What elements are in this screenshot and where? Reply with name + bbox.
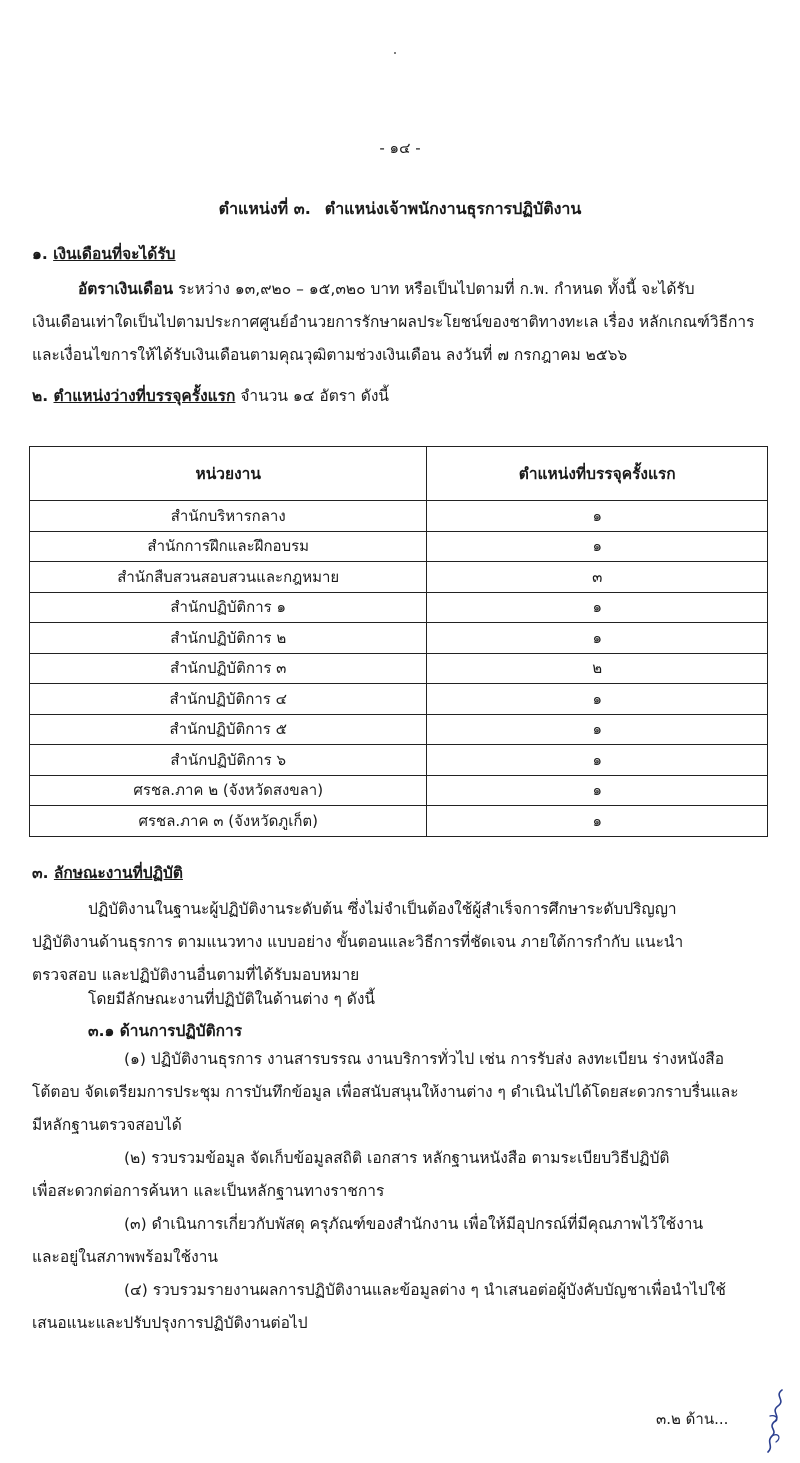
cell-unit: สำนักปฏิบัติการ ๑	[30, 592, 427, 623]
cell-unit: ศรชล.ภาค ๓ (จังหวัดภูเก็ต)	[30, 806, 427, 837]
cell-count: ๑	[427, 714, 768, 745]
section3-intro-line-3: ตรวจสอบ และปฏิบัติงานอื่นตามที่ได้รับมอบหมาย	[32, 966, 360, 984]
continued-reference: ๓.๒ ด้าน...	[656, 1410, 729, 1428]
position-title	[0, 197, 800, 222]
section1-body	[32, 273, 772, 372]
table-row	[30, 653, 768, 684]
table-row	[30, 745, 768, 776]
section3-intro-line-1: ปฏิบัติงานในฐานะผู้ปฏิบัติงานระดับต้น ซึ่งไม่จำเป็นต้องใช้ผู้สำเร็จการศึกษาระดับปริญญา	[88, 900, 677, 918]
cell-unit: สำนักปฏิบัติการ ๖	[30, 745, 427, 776]
position-title-prefix: ตำแหน่งที่ ๓.	[218, 199, 311, 218]
section1-heading-num: ๑.	[32, 245, 48, 263]
table-header-row	[30, 447, 768, 501]
cell-unit: สำนักปฏิบัติการ ๕	[30, 714, 427, 745]
table-row	[30, 592, 768, 623]
section1-heading	[32, 241, 176, 266]
table-row	[30, 562, 768, 593]
cell-count: ๑	[427, 775, 768, 806]
table-row	[30, 623, 768, 654]
cell-count: ๒	[427, 653, 768, 684]
cell-unit: ศรชล.ภาค ๒ (จังหวัดสงขลา)	[30, 775, 427, 806]
cell-count: ๑	[427, 501, 768, 532]
cell-count: ๑	[427, 806, 768, 837]
item-1	[32, 1043, 772, 1142]
section2-heading	[32, 383, 389, 408]
cell-unit: สำนักสืบสวนสอบสวนและกฎหมาย	[30, 562, 427, 593]
cell-unit: สำนักปฏิบัติการ ๔	[30, 684, 427, 715]
table-row	[30, 684, 768, 715]
salary-label: อัตราเงินเดือน	[78, 280, 174, 298]
page-number: - ๑๔ -	[379, 139, 421, 157]
item-2	[32, 1142, 772, 1208]
section2-heading-suffix: จำนวน ๑๔ อัตรา ดังนี้	[235, 387, 389, 405]
section2-heading-num: ๒.	[32, 387, 49, 405]
table-row	[30, 714, 768, 745]
section3-intro	[32, 893, 772, 992]
cell-count: ๑	[427, 745, 768, 776]
cell-unit: สำนักปฏิบัติการ ๒	[30, 623, 427, 654]
header-position: ตำแหน่งที่บรรจุครั้งแรก	[427, 447, 768, 501]
item-4-line-1: (๔) รวบรวมรายงานผลการปฏิบัติงานและข้อมูลต่าง ๆ นำเสนอต่อผู้บังคับบัญชาเพื่อนำไปใช้	[124, 1281, 726, 1299]
salary-range-text: ระหว่าง ๑๓,๙๒๐ – ๑๕,๓๒๐ บาท หรือเป็นไปตามที่ ก.พ. กำหนด ทั้งนี้ จะได้รับ	[173, 280, 695, 298]
item-3-line-1: (๓) ดำเนินการเกี่ยวกับพัสดุ ครุภัณฑ์ของสำนักงาน เพื่อให้มีอุปกรณ์ที่มีคุณภาพไว้ใช้งาน	[124, 1215, 704, 1233]
section3-sub-heading: ๓.๑ ด้านการปฏิบัติการ	[88, 1022, 243, 1040]
section1-line-1	[32, 273, 772, 306]
section2-heading-text: ตำแหน่งว่างที่บรรจุครั้งแรก	[53, 387, 236, 405]
item-3	[32, 1208, 772, 1274]
section1-line-3: และเงื่อนไขการให้ได้รับเงินเดือนตามคุณวุฒิตามช่วงเงินเดือน ลงวันที่ ๗ กรกฎาคม ๒๕๖๖	[32, 346, 628, 364]
section3-heading-text: ลักษณะงานที่ปฏิบัติ	[53, 864, 183, 882]
section1-heading-text: เงินเดือนที่จะได้รับ	[53, 245, 176, 263]
cell-count: ๑	[427, 531, 768, 562]
section3-heading-num: ๓.	[32, 864, 49, 882]
table-row	[30, 806, 768, 837]
item-2-line-2: เพื่อสะดวกต่อการค้นหา และเป็นหลักฐานทางราชการ	[32, 1182, 385, 1200]
item-4	[32, 1274, 772, 1340]
vacancy-table	[29, 446, 768, 837]
cell-unit: สำนักบริหารกลาง	[30, 501, 427, 532]
signature-icon	[752, 1386, 792, 1458]
position-title-name: ตำแหน่งเจ้าพนักงานธุรการปฏิบัติงาน	[324, 199, 582, 218]
section3-heading	[32, 860, 183, 885]
item-2-line-1: (๒) รวบรวมข้อมูล จัดเก็บข้อมูลสถิติ เอกสาร หลักฐานหนังสือ ตามระเบียบวิธีปฏิบัติ	[124, 1149, 670, 1167]
section3-intro-line-2: ปฏิบัติงานด้านธุรการ ตามแนวทาง แบบอย่าง ขั้นตอนและวิธีการที่ชัดเจน ภายใต้การกำกับ แนะนำ	[32, 933, 684, 951]
item-3-line-2: และอยู่ในสภาพพร้อมใช้งาน	[32, 1248, 218, 1266]
section3-lead: โดยมีลักษณะงานที่ปฏิบัติในด้านต่าง ๆ ดังนี้	[88, 990, 376, 1008]
section1-line-2: เงินเดือนเท่าใดเป็นไปตามประกาศศูนย์อำนวยการรักษาผลประโยชน์ของชาติทางทะเล เรื่อง หลักเกณฑ์วิธีการ	[32, 313, 755, 331]
scan-speck	[394, 52, 396, 54]
header-unit: หน่วยงาน	[30, 447, 427, 501]
cell-unit: สำนักปฏิบัติการ ๓	[30, 653, 427, 684]
item-1-line-3: มีหลักฐานตรวจสอบได้	[32, 1116, 182, 1134]
cell-count: ๑	[427, 592, 768, 623]
cell-count: ๑	[427, 623, 768, 654]
item-1-line-1: (๑) ปฏิบัติงานธุรการ งานสารบรรณ งานบริการทั่วไป เช่น การรับส่ง ลงทะเบียน ร่างหนังสือ	[124, 1050, 725, 1068]
item-4-line-2: เสนอแนะและปรับปรุงการปฏิบัติงานต่อไป	[32, 1314, 308, 1332]
cell-unit: สำนักการฝึกและฝึกอบรม	[30, 531, 427, 562]
table-row	[30, 501, 768, 532]
table-row	[30, 775, 768, 806]
cell-count: ๓	[427, 562, 768, 593]
cell-count: ๑	[427, 684, 768, 715]
table-row	[30, 531, 768, 562]
item-1-line-2: โต้ตอบ จัดเตรียมการประชุม การบันทึกข้อมูล เพื่อสนับสนุนให้งานต่าง ๆ ดำเนินไปได้โดยสะดวกราบรื่นและ	[32, 1083, 739, 1101]
